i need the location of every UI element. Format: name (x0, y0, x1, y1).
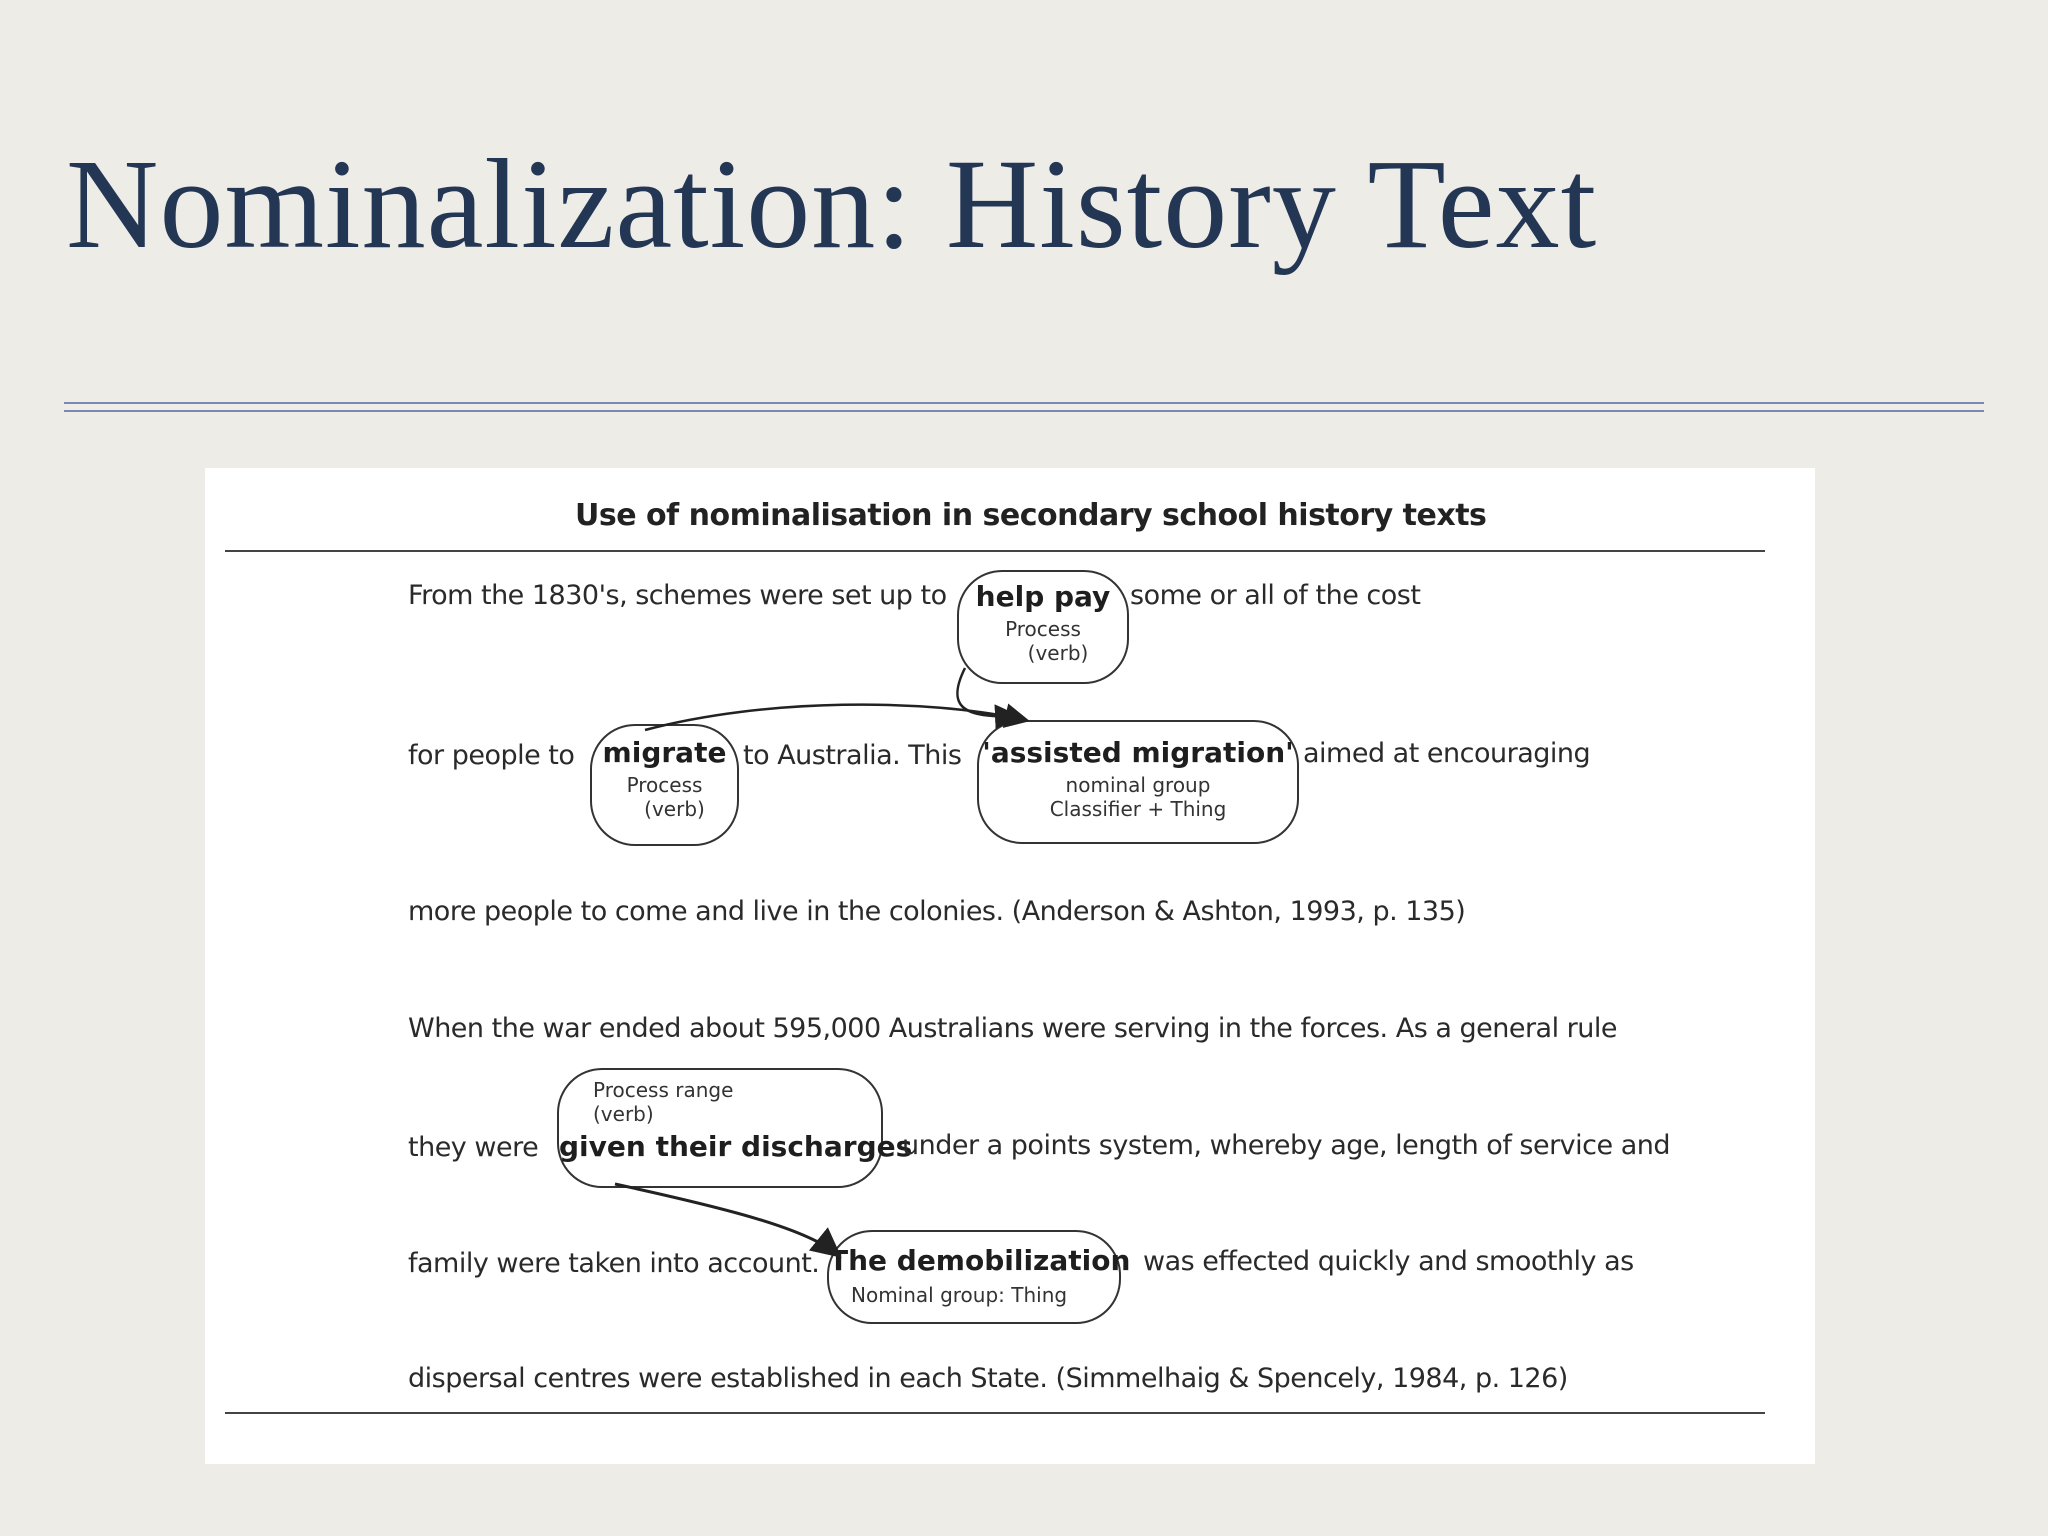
bubble-demobilization-sub1: Nominal group: Thing (851, 1283, 1068, 1307)
passage1-line2-c: aimed at encouraging (1303, 738, 1591, 769)
passage1-line2-b: to Australia. This (743, 740, 962, 771)
bubble-migrate-sub1: Process (626, 773, 703, 797)
passage2-line4: dispersal centres were established in each State. (Simmelhaig & Spencely, 1984, p. 126) (408, 1363, 1568, 1394)
passage1-line1-a: From the 1830's, schemes were set up to (408, 580, 947, 611)
arrow-discharges-to-demobilization (615, 1184, 837, 1254)
bubble-help-pay-word: help pay (975, 580, 1111, 613)
arrow-migrate-to-assisted-migration (645, 705, 1025, 730)
passage1-line2-a: for people to (408, 740, 575, 771)
passage2-line1: When the war ended about 595,000 Australians were serving in the forces. As a general rule (408, 1013, 1617, 1044)
bubble-given-discharges-sub2: (verb) (593, 1102, 654, 1126)
bubble-help-pay-sub2: (verb) (1027, 641, 1089, 665)
bubble-migrate-word: migrate (602, 736, 727, 769)
passage2-line3-b: was effected quickly and smoothly as (1143, 1246, 1634, 1277)
bubble-demobilization-word: The demobilization (829, 1244, 1131, 1277)
bubble-help-pay-sub1: Process (1005, 617, 1081, 641)
bubble-assisted-migration-sub2: Classifier + Thing (1049, 797, 1227, 821)
figure-caption: Use of nominalisation in secondary school history texts (575, 498, 1487, 533)
bubble-assisted-migration-sub1: nominal group (1065, 773, 1211, 797)
nominalisation-arrows (205, 468, 1815, 1464)
passage1-line3: more people to come and live in the colonies. (Anderson & Ashton, 1993, p. 135) (408, 896, 1466, 927)
bubble-assisted-migration-word: 'assisted migration' (982, 736, 1294, 769)
bubble-given-discharges-sub1: Process range (593, 1078, 734, 1102)
title-divider-bottom (64, 410, 1984, 412)
passage2-line3-a: family were taken into account. (408, 1248, 820, 1279)
slide-title: Nominalization: History Text (66, 133, 1598, 275)
figure-image (205, 468, 1815, 1464)
passage1-line1-b: some or all of the cost (1130, 580, 1421, 611)
title-divider-top (64, 402, 1984, 404)
passage2-line2-b: under a points system, whereby age, length of service and (902, 1130, 1670, 1161)
bubble-migrate-sub2: (verb) (644, 797, 705, 821)
passage2-line2-a: they were (408, 1132, 539, 1163)
bubble-given-discharges-word: given their discharges (559, 1130, 913, 1163)
